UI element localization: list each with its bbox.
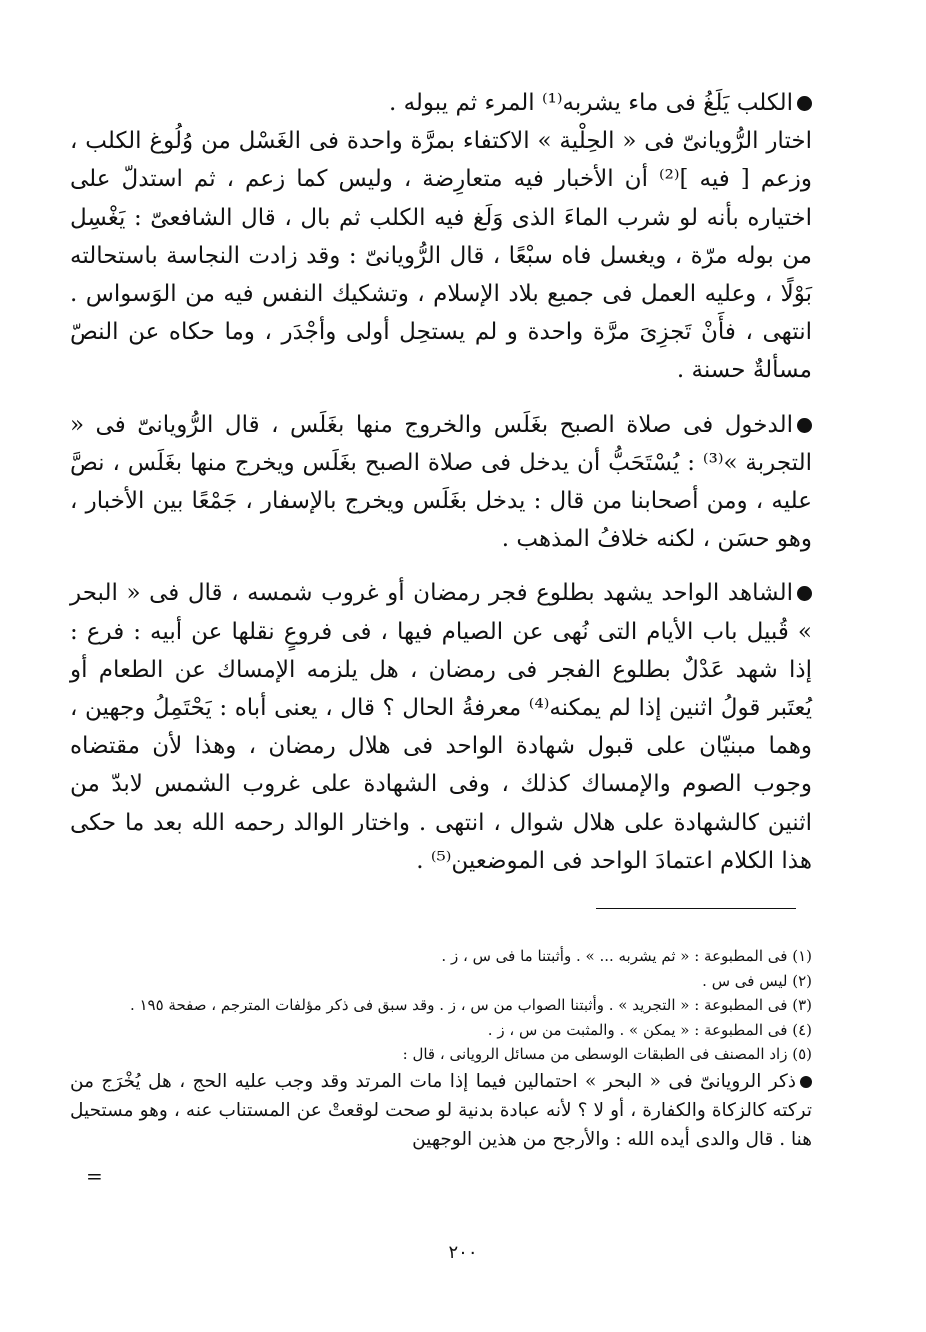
main-text bbox=[70, 84, 812, 880]
paragraph: اختار الرُّويانىّ فى « الحِلْية » الاكتفاء بمرَّة واحدة فى الغَسْل من وُلُوغ الكلب ، وزعم [ فيه ]⁽²⁾ أن الأخبار فيه متعارِضة ، وليس كما زعم ، ثم استدلّ على اختياره بأنه لو شرب الماءَ الذى وَلَغ فيه الكلب ثم بال ، قال الشافعىّ : يَغْسِل من بوله مرّة ، ويغسل فاه سبْعًا ، قال الرُّويانىّ : وقد زادت النجاسة باستحالته بَوْلًا ، وعليه العمل فى جميع بلاد الإسلام ، وتشكيك النفس فيه من الوَسواس . انتهى ، فأَنْ تَجزِىَ مرَّة واحدة و لم يستحِل أولى وأجْدَر ، وما حكاه عن النصّ مسألةٌ حسنة . bbox=[70, 128, 812, 384]
page-number: ٢٠٠ bbox=[448, 1242, 478, 1263]
continuation-mark: = bbox=[86, 1164, 103, 1188]
footnote-quote-text: ذكر الرويانىّ فى « البحر » احتمالين فيما إذا مات المرتد وقد وجب عليه الحج ، هل يُخْرَج من تركته كالزكاة والكفارة ، أو لا ؟ لأنه عبادة بدنية لو صحت لوقعتْ عن المستناب عنه ، وهو مستحيل هنا . قال والدى أيده الله : والأرجح من هذين الوجهين bbox=[70, 1070, 812, 1150]
bullet-icon bbox=[797, 96, 812, 111]
paragraph bbox=[70, 406, 812, 559]
paragraph-text: الكلب يَلَغُ فى ماء يشربه⁽¹⁾ المرء ثم يبوله . bbox=[388, 90, 793, 116]
footnote-2: (٢) ليس فى س . bbox=[702, 971, 812, 990]
paragraph bbox=[70, 84, 812, 122]
footnotes bbox=[70, 944, 812, 1154]
footnote-divider bbox=[596, 908, 796, 909]
bullet-icon bbox=[797, 418, 812, 433]
paragraph-text: الدخول فى صلاة الصبح بغَلَس والخروج منها بغَلَس ، قال الرُّويانىّ فى « التجربة »⁽³⁾ : يُسْتَحَبُّ أن يدخل فى صلاة الصبح بغَلَس ويخرج منها بغَلَس ، نصَّ عليه ، ومن أصحابنا من قال : يدخل بغَلَس ويخرج بالإسفار ، جَمْعًا بين الأخبار ، وهو حسَن ، لكنه خلافُ المذهب . bbox=[70, 411, 813, 553]
footnote-4: (٤) فى المطبوعة : « يمكن » . والمثبت من س ، ز . bbox=[487, 1020, 812, 1039]
footnote-3: (٣) فى المطبوعة : « التجريد » . وأثبتنا الصواب من س ، ز . وقد سبق فى ذكر مؤلفات المترجم ، صفحة ١٩٥ . bbox=[129, 996, 812, 1014]
paragraph bbox=[70, 574, 812, 880]
bullet-icon bbox=[797, 586, 812, 601]
footnote-1: (١) فى المطبوعة : « ثم يشربه ... » . وأثبتنا ما فى س ، ز . bbox=[441, 947, 812, 965]
paragraph-text: الشاهد الواحد يشهد بطلوع فجر رمضان أو غروب شمسه ، قال فى « البحر » قُبيل باب الأيام التى نُهى عن الصيام فيها ، فى فروعٍ نقلها عن أبيه : فرع : إذا شهد عَدْلٌ بطلوع الفجر فى رمضان ، هل يلزمه الإمساك عن الطعام أو يُعتَبر قولُ اثنين إذا لم يمكنه⁽⁴⁾ معرفةُ الحال ؟ قال ، يعنى أباه : يَحْتَمِلُ وجهين ، وهما مبنيّان على قبول شهادة الواحد فى هلال رمضان ، وهذا لأن مقتضاه وجوب الصوم والإمساك كذلك ، وفى الشهادة على غروب الشمس لابدّ من اثنين كالشهادة على هلال شوال ، انتهى . واختار الوالد رحمه الله بعد ما حكى هذا الكلام اعتمادَ الواحد فى الموضعين⁽⁵⁾ . bbox=[70, 580, 812, 874]
footnote-quote bbox=[70, 1067, 812, 1154]
footnote-5: (٥) زاد المصنف فى الطبقات الوسطى من مسائل الرويانى ، قال : bbox=[402, 1045, 812, 1063]
bullet-icon bbox=[800, 1076, 812, 1088]
